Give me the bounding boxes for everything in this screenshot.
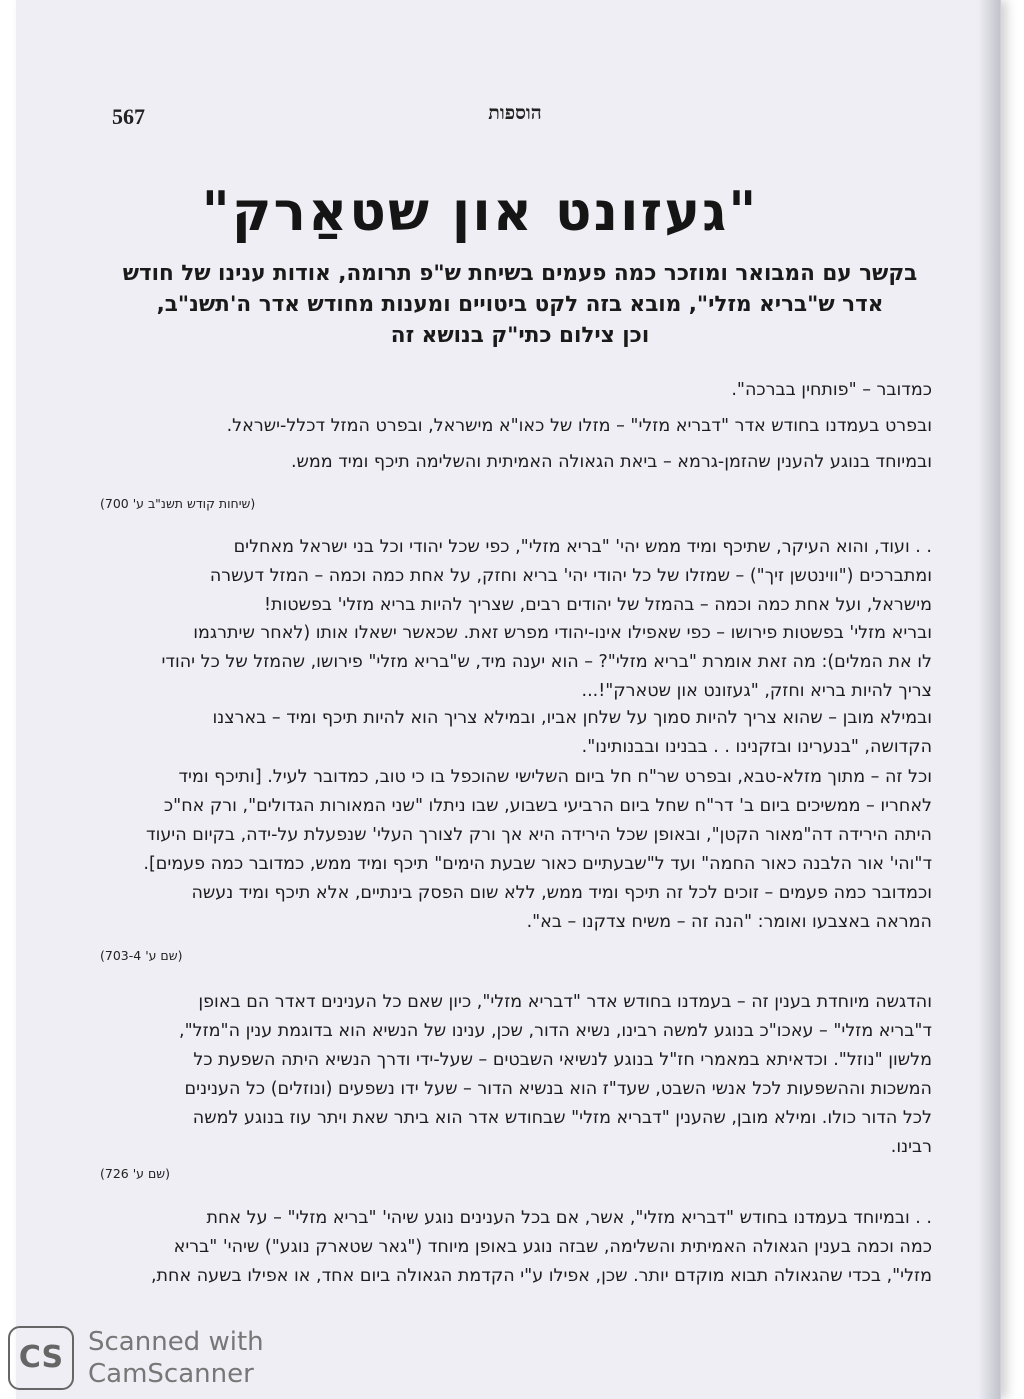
watermark-text: [88, 1326, 264, 1390]
paragraph: [60, 708, 932, 766]
intro-line: ובמיוחד בנוגע להענין שהזמן-גרמא – ביאת הגאולה האמיתית והשלימה תיכף ומיד ממש.: [290, 452, 932, 472]
source-citation: (שיחות קודש תשנ"ב ע' 700): [100, 496, 256, 511]
paragraph: [60, 623, 932, 710]
text-line: וכמדובר כמה פעמים – זוכים לכל זה תיכף ומיד ממש, ללא שום הפסק בינתיים, אלא תיכף ומיד נעשה: [191, 883, 932, 903]
text-line: . . ובמיוחד בעמדנו בחודש "דבריא מזלי", אשר, אם בכל הענינים נוגע שיהי' "בריא מזלי" – על אחת: [206, 1208, 932, 1228]
text-line: לו את המלים): מה זאת אומרת "בריא מזלי"? – הוא יענה מיד, ש"בריא מזלי" פירושו, שהמזל של כל יהודי: [161, 652, 932, 672]
text-line: הקדושה, "בנערינו ובזקנינו . . בבנינו ובבנותינו".: [581, 737, 932, 757]
text-line: מישראל, ועל אחת כמה וכמה – בהמזל של יהודים רבים, שצריך להיות בריא מזלי' בפשטות!: [263, 595, 932, 615]
text-line: המשכות וההשפעות לכל אנשי השבט, שעד"ז הוא בנשיא הדור – שעל ידו נשפעים (ונוזלים) כל הענינים: [184, 1079, 932, 1099]
watermark-line: CamScanner: [88, 1359, 254, 1389]
source-citation: (שם ע' 703-4): [100, 948, 183, 963]
intro-line: ובפרט בעמדנו בחודש אדר "דבריא מזלי" – מזלו של כאו"א מישראל, ובפרט המזל דכלל-ישראל.: [226, 416, 932, 436]
text-line: היתה הירידה דה"מאור הקטן", ובאופן שכל הירידה היא אך ורק לצורך העלי' שנפעלת על-ידה, בקיום היעוד: [146, 825, 932, 845]
page-curl-shadow: [978, 0, 1000, 1399]
text-line: לכל הדור כולו. ומילא מובן, שהענין "דבריא מזלי" שבחודש אדר הוא ביתר שאת ויתר עוז בנוגע למשה: [192, 1108, 932, 1128]
running-head: הוספות: [488, 102, 542, 124]
paragraph: [60, 883, 932, 941]
text-line: והדגשה מיוחדת בענין זה – בעמדנו בחודש אדר "דבריא מזלי", כיון שאם כל הענינים דאדר הם באופן: [198, 992, 932, 1012]
text-line: לאחריו – ממשיכים ביום ב' דר"ח שחל ביום הרביעי בשבוע, שבו ניתלו "שני המאורות הגדולים", ורק אח"כ: [163, 796, 932, 816]
text-line: מלשון "נוזל". וכדאיתא במאמרי חז"ל בנוגע לנשיאי השבטים – שעל-ידי ודרך הנשיא היתה השפעת כל: [193, 1050, 932, 1070]
source-citation: (שם ע' 726): [100, 1166, 170, 1181]
text-line: צריך להיות בריא וחזק, "געזונט און שטארק"!...: [581, 681, 932, 701]
text-line: . . ועוד, והוא העיקר, שתיכף ומיד ממש יהי' "בריא מזלי", כפי שכל יהודי וכל בני ישראל מאחלים: [233, 537, 932, 557]
page-number: 567: [112, 104, 145, 129]
text-line: ובריא מזלי' בפשטות פירושו – כפי שאפילו אינו-יהודי מפרש זאת. שכאשר ישאלו אותו (לאחר שיתרגמו: [193, 623, 932, 643]
text-line: ד"בריא מזלי" – עאכו"כ בנוגע למשה רבינו, נשיא הדור, שכן, ענינו של הנשיא הוא בדוגמת ענין ה"מזל",: [179, 1021, 932, 1041]
scanner-watermark: [8, 1326, 268, 1394]
text-line: וכל זה – מתוך מזלא-טבא, ובפרט שר"ח חל ביום השלישי שהוכפל בו כי טוב, כמדובר לעיל. [ותיכף ומיד: [178, 767, 932, 787]
camscanner-logo-icon: CS: [8, 1326, 74, 1390]
subtitle: [100, 258, 940, 351]
text-line: ובמילא מובן – שהוא צריך להיות סמוך על שלחן אביו, ובמילא צריך הוא להיות תיכף ומיד – בארצנו: [212, 708, 932, 728]
intro-line: כמדובר – "פותחין בברכה".: [731, 380, 932, 400]
text-line: מזלי", בכדי שהגאולה תבוא מוקדם יותר. שכן, אפילו ע"י הקדמת הגאולה ביום אחד, או אפילו בשעה אחת,: [150, 1266, 932, 1286]
subtitle-line: בקשר עם המבואר ומוזכר כמה פעמים בשיחת ש"פ תרומה, אודות ענינו של חודש: [122, 261, 918, 286]
subtitle-line: וכן צילום כתי"ק בנושא זה: [390, 323, 650, 348]
text-line: כמה וכמה בענין הגאולה האמיתית והשלימה, שבזה נוגע באופן מיוחד ("גאר שטארק נוגע") שיהי' "בריא: [173, 1237, 932, 1257]
paragraph: [60, 537, 932, 624]
page-title: "געזונט און שטאַרק": [201, 180, 759, 243]
intro-block: [60, 380, 932, 488]
text-line: רבינו.: [890, 1137, 932, 1157]
text-line: ד"והי' אור הלבנה כאור החמה" ועד ל"שבעתיים כאור שבעת הימים" תיכף ומיד ממש, כמדובר כמה פעמים].: [143, 854, 932, 874]
paragraph: [60, 767, 932, 883]
watermark-line: Scanned with: [88, 1327, 264, 1357]
subtitle-line: אדר ש"בריא מזלי", מובא בזה לקט ביטויים ומענות מחודש אדר ה'תשנ"ב,: [156, 292, 884, 317]
text-line: ומתברכים ("ווינטשן זיך") – שמזלו של כל יהודי יהי' בריא וחזק, על אחת כמה וכמה – המזל דעשרה: [209, 566, 932, 586]
paragraph: [60, 992, 932, 1166]
text-line: המראה באצבעו ואומר: "הנה זה – משיח צדקנו – בא".: [526, 912, 932, 932]
paragraph: [60, 1208, 932, 1295]
